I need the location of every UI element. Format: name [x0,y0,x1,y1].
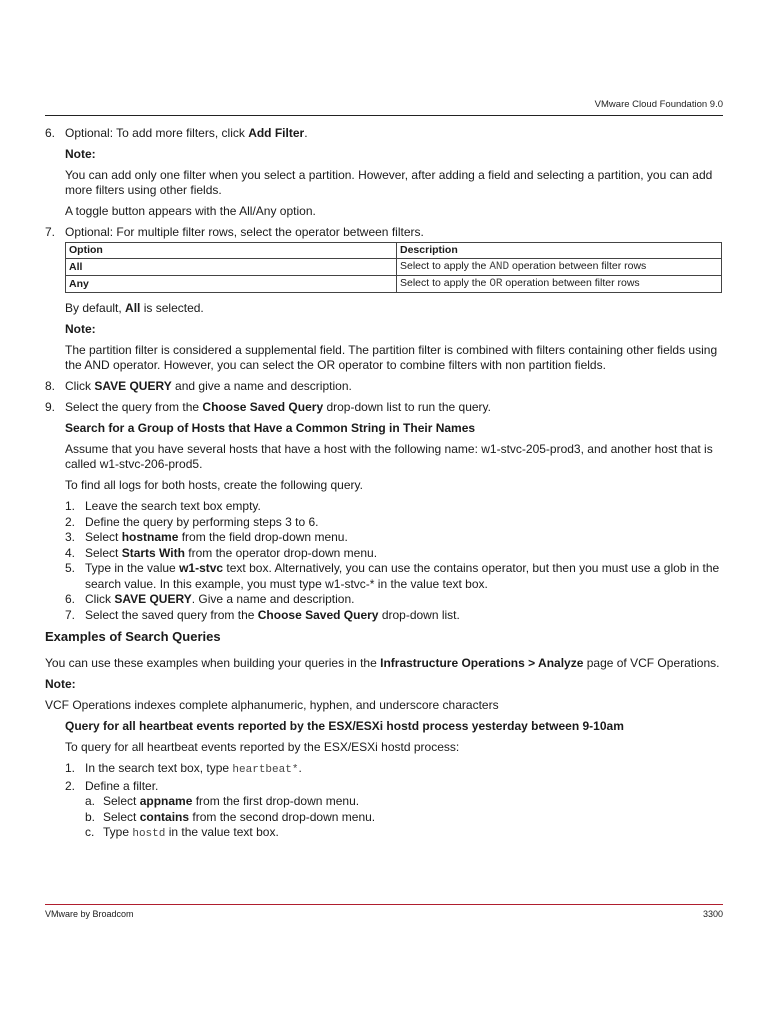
list-text-end: from the field drop-down menu. [178,530,348,544]
default-post: is selected. [140,301,204,315]
list-text: Type [103,825,133,839]
note-label-text: Note: [65,147,96,161]
default-text [45,301,722,316]
note-text: VCF Operations indexes complete alphanumeric, hyphen, and underscore characters [45,698,499,712]
list-item [65,810,722,826]
footer-rule [45,904,723,905]
table-cell-option: Any [66,276,397,293]
query-steps [45,761,722,843]
note-label-text: Note: [65,322,96,336]
list-item [65,499,722,515]
list-item [65,794,722,810]
default-pre: By default, [65,301,126,315]
list-code: heartbeat* [232,764,299,776]
example-title [45,421,722,436]
default-bold: All [125,301,141,315]
desc-post: operation between filter rows [502,277,640,289]
toggle-text: A toggle button appears with the All/Any option. [65,204,316,218]
table-header-option: Option [66,243,397,259]
step-7 [45,225,722,240]
step-bold: Add Filter [248,126,305,140]
step-text-end: drop-down list to run the query. [323,400,491,414]
intro-post: page of VCF Operations. [583,656,720,670]
list-text-end: from the first drop-down menu. [192,794,360,808]
list-item [65,561,722,592]
list-text: Leave the search text box empty. [85,499,261,513]
list-letter: a. [85,794,96,808]
step-text: Optional: To add more filters, click [65,126,249,140]
table-cell-option: All [66,259,397,276]
header-rule [45,115,723,116]
list-bold: appname [139,794,193,808]
list-bold: Starts With [121,545,185,560]
options-table [65,242,722,293]
note-label [45,677,722,692]
list-letter: c. [85,825,95,839]
step-number: 7. [45,225,56,239]
list-number: 5. [65,561,76,575]
table-row [66,276,722,293]
list-bold: SAVE QUERY [114,592,192,606]
note-label [45,322,722,337]
list-text: Select [85,530,122,544]
page-content [45,126,722,843]
list-text: Select [85,545,122,560]
step-text: Optional: For multiple filter rows, select the operator between filters. [65,225,424,239]
note-label [45,147,722,162]
list-text-end: from the second drop-down menu. [189,809,376,824]
note-label-text: Note: [45,677,76,691]
list-text-end: from the operator drop-down menu. [184,545,378,560]
step-bold: Choose Saved Query [202,400,324,414]
list-item [65,825,722,843]
step-text: Select the query from the [65,400,203,414]
page-number: 3300 [702,909,723,919]
list-text-end: text box. Alternatively, you can use the contains operator, but then you must use a glob in the search value. In this example, you must type w1-stvc-* in the value text box. [85,561,720,591]
list-text-end: . [298,761,302,775]
table-header-description: Description [397,243,722,259]
list-bold: contains [139,809,190,824]
desc-pre: Select to apply the [400,277,490,289]
note-text: You can add only one filter when you select a partition. However, after adding a field and selecting a partition, you can add more filters using other fields. [65,168,713,197]
list-number: 1. [65,761,76,775]
step-text-end: and give a name and description. [171,379,352,393]
desc-code: AND [489,261,510,273]
header-product: VMware Cloud Foundation 9.0 [594,99,723,110]
list-item [65,779,722,795]
list-number: 1. [65,499,76,513]
intro-bold: Infrastructure Operations > Analyze [380,656,584,670]
table-row [66,259,722,276]
list-text: Click [85,592,115,606]
query-title-text: Query for all heartbeat events reported by the ESX/ESXi hostd process yesterday between 9-10am [65,719,624,733]
list-bold: w1-stvc [179,561,224,575]
list-item [65,761,722,779]
list-text-end: drop-down list. [378,607,460,622]
step-number: 9. [45,400,56,414]
list-text: Select [103,809,140,824]
list-number: 6. [65,592,76,606]
list-text-end: . Give a name and description. [191,592,355,606]
list-text-end: in the value text box. [165,825,279,839]
list-number: 2. [65,778,76,793]
step-8 [45,379,722,394]
example-title-text: Search for a Group of Hosts that Have a Common String in Their Names [65,421,476,435]
table-cell-description [397,259,722,276]
intro-pre: You can use these examples when building your queries in the [45,656,381,670]
note-text: The partition filter is considered a supplemental field. The partition filter is combined with filters containing other fields using the AND operator. However, you can select the OR operator to combine filters with non partition fields. [65,343,718,372]
list-text: Select [103,794,140,808]
list-bold: Choose Saved Query [257,607,379,622]
list-item [65,608,722,624]
substep-list [45,499,722,623]
find-text: To find all logs for both hosts, create the following query. [65,478,363,492]
step-number: 8. [45,379,56,393]
list-number: 4. [65,545,76,560]
list-text: Define the query by performing steps 3 to 6. [85,514,319,529]
query-title [45,719,722,734]
list-code: hostd [132,828,166,840]
list-item [65,530,722,546]
list-item [65,546,722,562]
footer-brand: VMware by Broadcom [45,909,134,919]
section-title: Examples of Search Queries [45,629,221,644]
list-number: 7. [65,607,76,622]
list-text: In the search text box, type [85,761,233,775]
list-number: 3. [65,530,76,544]
list-text: Select the saved query from the [85,607,258,622]
list-number: 2. [65,514,76,529]
assume-text: Assume that you have several hosts that have a host with the following name: w1-stvc-205-prod3, and another host that is called w1-stvc-206-prod5. [65,442,713,471]
examples-intro [45,656,722,671]
table-cell-description [397,276,722,293]
step-bold: SAVE QUERY [94,379,172,393]
step-text: Click [65,379,95,393]
list-bold: hostname [121,530,179,544]
step-text-end: . [304,126,308,140]
list-text: Type in the value [85,561,180,575]
query-intro: To query for all heartbeat events reported by the ESX/ESXi hostd process: [65,740,460,754]
step-9 [45,400,722,415]
desc-post: operation between filter rows [509,260,647,272]
step-6 [45,126,722,141]
list-item [65,592,722,608]
list-item [65,515,722,531]
list-letter: b. [85,809,96,824]
step-number: 6. [45,126,56,140]
desc-pre: Select to apply the [400,260,490,272]
table-header-row [66,243,722,259]
list-text: Define a filter. [85,778,159,793]
desc-code: OR [489,278,503,290]
